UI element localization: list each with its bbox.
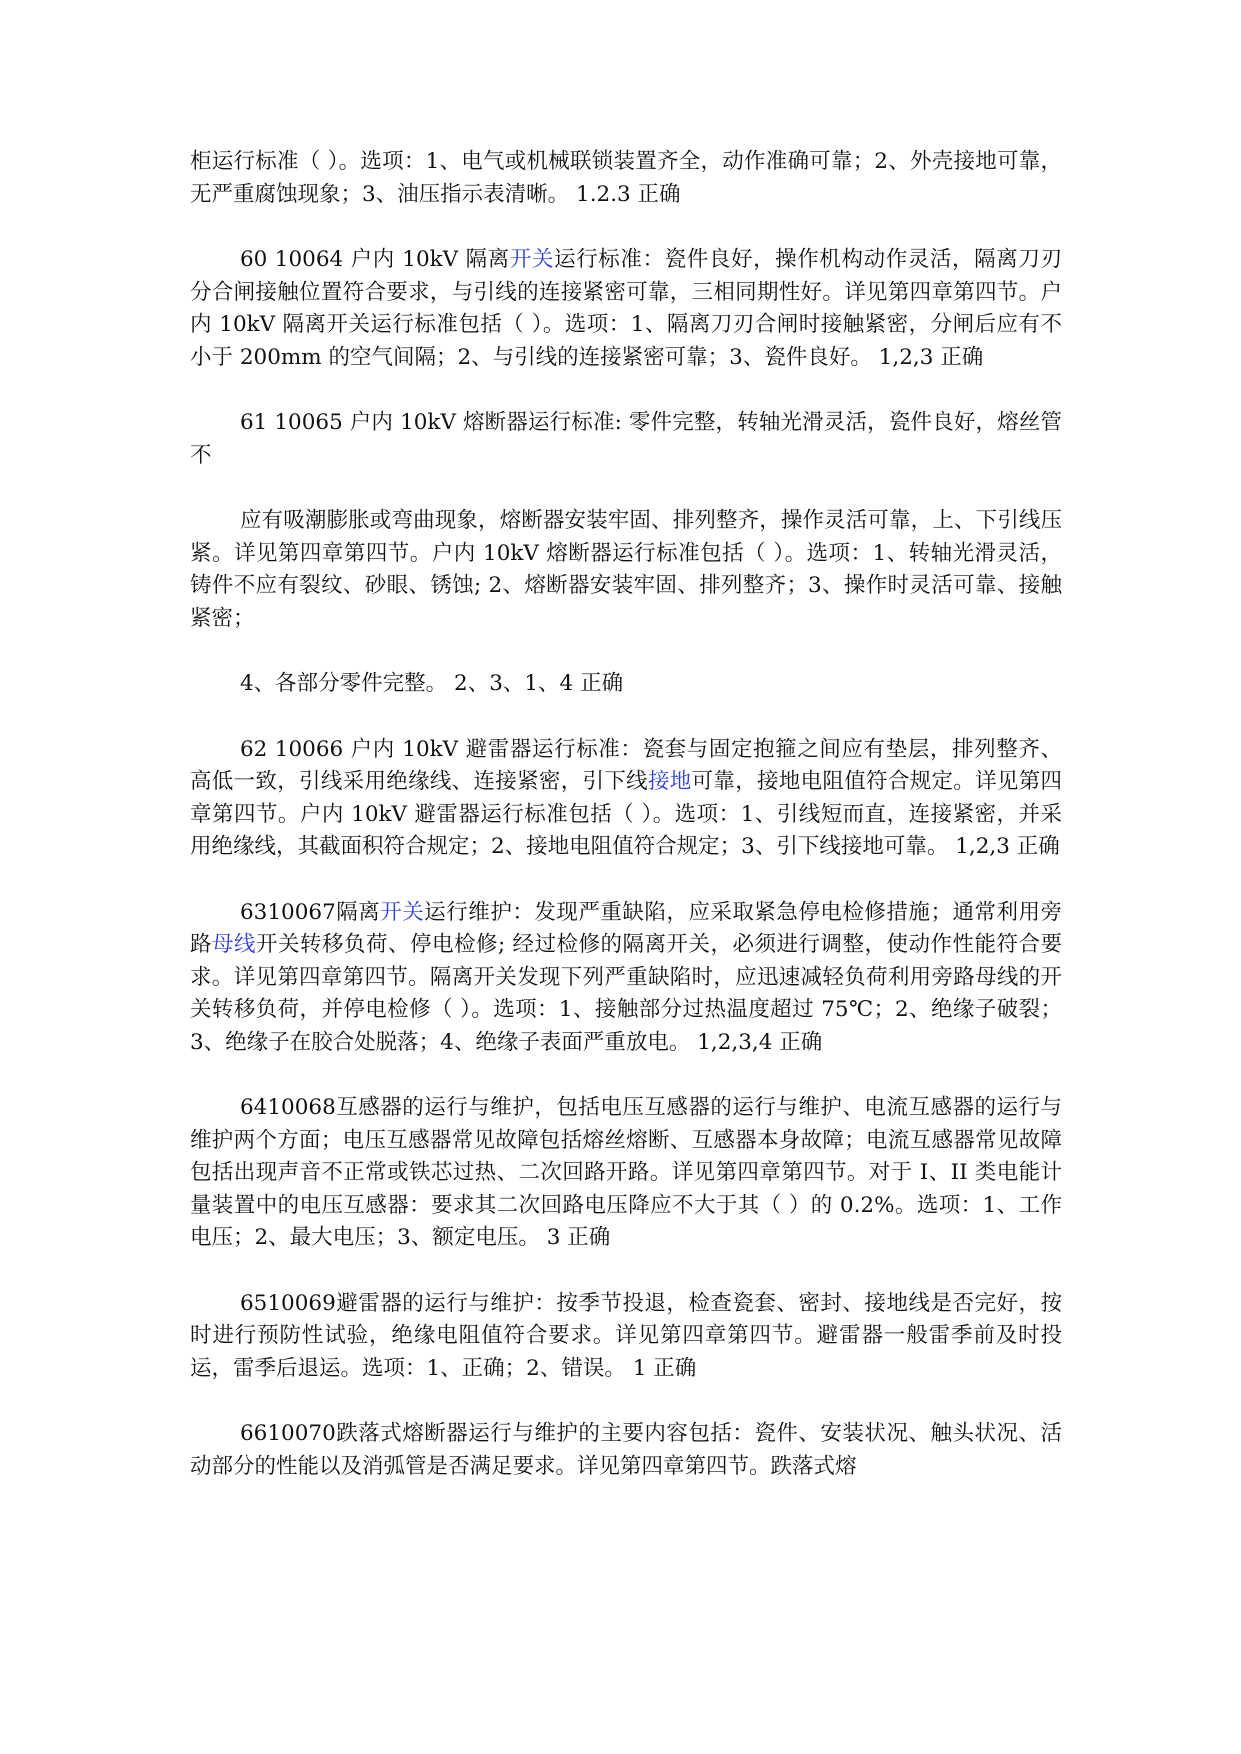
paragraph-p61b <box>190 505 1062 635</box>
inline-link[interactable]: 母线 <box>212 932 256 957</box>
paragraph-text: 运行维护：发现严重缺陷，应采取紧急停电检修措施；通常利用旁路 <box>190 899 1062 957</box>
inline-link[interactable]: 开关 <box>509 247 555 272</box>
paragraph-p64 <box>190 1092 1062 1255</box>
paragraph-p66 <box>190 1418 1062 1483</box>
paragraph-text: 6610070跌落式熔断器运行与维护的主要内容包括：瓷件、安装状况、触头状况、活动部分的性能以及消弧管是否满足要求。详见第四章第四节。跌落式熔 <box>190 1421 1062 1479</box>
paragraph-text: 60 10064 户内 10kV 隔离 <box>240 247 510 272</box>
paragraph-p63 <box>190 897 1062 1060</box>
paragraph-text: 6410068互感器的运行与维护，包括电压互感器的运行与维护、电流互感器的运行与维护两个方面；电压互感器常见故障包括熔丝熔断、互感器本身故障；电流互感器常见故障包括出现声音不正常或铁芯过热、二次回路开路。详见第四章第四节。对于 I、II 类电能计量装置中的电压互感器：要求其二次回路电压降应不大于其（ ）的 0.2%。选项：1、工作电压；2、最大电压；3、额定电压。 3 正确 <box>190 1095 1062 1250</box>
paragraph-p62 <box>190 734 1062 864</box>
paragraph-text: 6510069避雷器的运行与维护：按季节投退，检查瓷套、密封、接地线是否完好，按时进行预防性试验，绝缘电阻值符合要求。详见第四章第四节。避雷器一般雷季前及时投运，雷季后退运。选项：1、正确；2、错误。 1 正确 <box>190 1290 1062 1381</box>
paragraph-text: 61 10065 户内 10kV 熔断器运行标准: 零件完整，转轴光滑灵活，瓷件良好，熔丝管不 <box>190 410 1062 468</box>
paragraph-text: 柜运行标准（ ）。选项：1、电气或机械联锁装置齐全，动作准确可靠；2、外壳接地可靠，无严重腐蚀现象；3、油压指示表清晰。 1.2.3 正确 <box>190 149 1062 207</box>
paragraph-p61c <box>190 668 1062 701</box>
paragraph-p0 <box>190 146 1062 211</box>
paragraph-text: 开关转移负荷、停电检修; 经过检修的隔离开关，必须进行调整，使动作性能符合要求。详见第四章第四节。隔离开关发现下列严重缺陷时，应迅速减轻负荷利用旁路母线的开关转移负荷，并停电检修（ ）。选项：1、接触部分过热温度超过 75℃；2、绝缘子破裂；3、绝缘子在胶合处脱落；4、绝缘子表面严重放电。 1,2,3,4 正确 <box>190 932 1062 1055</box>
paragraph-p65 <box>190 1288 1062 1386</box>
paragraph-text: 可靠，接地电阻值符合规定。详见第四章第四节。户内 10kV 避雷器运行标准包括（ ）。选项：1、引线短而直，连接紧密，并采用绝缘线，其截面积符合规定；2、接地电阻值符合规定；3、引下线接地可靠。 1,2,3 正确 <box>190 769 1062 859</box>
paragraph-p60 <box>190 244 1062 374</box>
document-body <box>190 146 1062 1516</box>
paragraph-text: 6310067隔离 <box>240 899 381 925</box>
inline-link[interactable]: 接地 <box>647 769 692 794</box>
paragraph-text: 运行标准：瓷件良好，操作机构动作灵活，隔离刀刃分合闸接触位置符合要求，与引线的连接紧密可靠，三相同期性好。详见第四章第四节。户内 10kV 隔离开关运行标准包括（ ）。选项：1、隔离刀刃合闸时接触紧密，分闸后应有不小于 200mm 的空气间隔；2、与引线的连接紧密可靠；3、瓷件良好。 1,2,3 正确 <box>190 247 1062 370</box>
paragraph-text: 4、各部分零件完整。 2、3、1、4 正确 <box>240 671 624 696</box>
inline-link[interactable]: 开关 <box>380 899 425 925</box>
paragraph-text: 应有吸潮膨胀或弯曲现象，熔断器安装牢固、排列整齐，操作灵活可靠，上、下引线压紧。详见第四章第四节。户内 10kV 熔断器运行标准包括（ ）。选项：1、转轴光滑灵活，铸件不应有裂纹、砂眼、锈蚀; 2、熔断器安装牢固、排列整齐；3、操作时灵活可靠、接触紧密； <box>190 508 1062 631</box>
paragraph-text: 62 10066 户内 10kV 避雷器运行标准：瓷套与固定抱箍之间应有垫层，排列整齐、高低一致，引线采用绝缘线、连接紧密，引下线 <box>190 736 1062 794</box>
paragraph-p61 <box>190 407 1062 472</box>
